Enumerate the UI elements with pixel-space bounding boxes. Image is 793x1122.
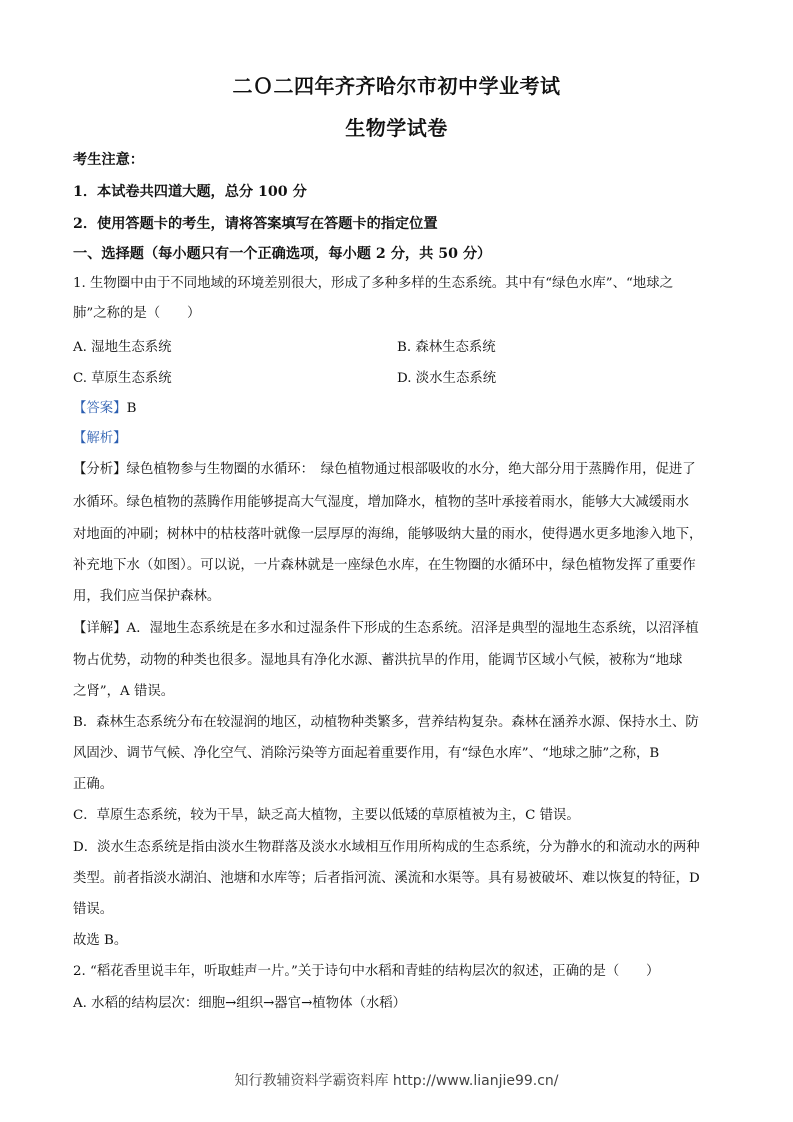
fenxi-line: 水循环。绿色植物的蒸腾作用能够提高大气湿度，增加降水，植物的茎叶承接着雨水，能够大大减缓雨水	[73, 495, 689, 510]
question-2-stem: 2. “稻花香里说丰年，听取蛙声一片。”关于诗句中水稻和青蛙的结构层次的叙述，正确的是（ ）	[73, 964, 660, 979]
answer-tag: 【答案】	[73, 401, 127, 416]
analysis-tag: 【解析】	[73, 431, 127, 446]
exam-title: 二Ｏ二四年齐齐哈尔市初中学业考试	[232, 74, 561, 98]
answer-value: B	[126, 401, 137, 416]
xiangjie-line: 物占优势，动物的种类也很多。湿地具有净化水源、蓄洪抗旱的作用，能调节区域小气候，被称为“地球	[73, 653, 683, 668]
question-1-stem: 1. 生物圈中由于不同地域的环境差别很大，形成了多种多样的生态系统。其中有“绿色水库”、“地球之	[73, 276, 673, 291]
b-detail-line: B．森林生态系统分布在较湿润的地区，动植物种类繁多，营养结构复杂。森林在涵养水源、保持水土、防	[73, 715, 699, 730]
d-detail-line: D．淡水生态系统是指由淡水生物群落及淡水水域相互作用所构成的生态系统，分为静水的和流动水的两种	[73, 840, 700, 855]
option-d: D. 淡水生态系统	[397, 371, 497, 386]
notice-item: 1．本试卷共四道大题，总分 100 分	[73, 184, 307, 200]
option-b: B. 森林生态系统	[397, 340, 496, 355]
d-detail-line: 错误。	[73, 902, 114, 917]
b-detail-line: 风固沙、调节气候、净化空气、消除污染等方面起着重要作用，有“绿色水库”、“地球之肺”之称，B	[73, 746, 660, 761]
fenxi-line: 对地面的冲刷；树林中的枯枝落叶就像一层厚厚的海绵，能够吸纳大量的雨水，使得遇水更多地渗入地下，	[73, 527, 703, 542]
exam-subtitle: 生物学试卷	[345, 116, 448, 140]
b-detail-line: 正确。	[73, 777, 114, 792]
answer-line	[73, 399, 723, 419]
notice-item: 2．使用答题卡的考生，请将答案填写在答题卡的指定位置	[73, 216, 438, 232]
question-1-stem: 肺”之称的是（ ）	[73, 306, 201, 321]
xiangjie-line: 之肾”，A 错误。	[73, 684, 175, 699]
fenxi-line: 补充地下水（如图）。可以说，一片森林就是一座绿色水库，在生物圈的水循环中，绿色植物发挥了重要作	[73, 558, 696, 573]
option-c: C. 草原生态系统	[73, 371, 172, 386]
d-detail-line: 类型。前者指淡水湖泊、池塘和水库等；后者指河流、溪流和水渠等。具有易被破坏、难以恢复的特征，D	[73, 871, 700, 886]
section-heading: 一、选择题（每小题只有一个正确选项，每小题 2 分，共 50 分）	[73, 246, 492, 262]
fenxi-line: 用，我们应当保护森林。	[73, 589, 221, 604]
xiangjie-line: 【详解】A．湿地生态系统是在多水和过湿条件下形成的生态系统。沼泽是典型的湿地生态系统，以沼泽植	[73, 621, 699, 636]
fenxi-line: 【分析】绿色植物参与生物圈的水循环： 绿色植物通过根部吸收的水分，绝大部分用于蒸腾作用，促进了	[73, 462, 696, 477]
conclusion: 故选 B。	[73, 933, 128, 948]
question-2-option-a: A. 水稻的结构层次：细胞→组织→器官→植物体（水稻）	[73, 996, 407, 1011]
footer-watermark: 知行教辅资料学霸资料库 http://www.lianjie99.cn/	[234, 1073, 559, 1089]
c-detail-line: C．草原生态系统，较为干旱，缺乏高大植物，主要以低矮的草原植被为主，C 错误。	[73, 808, 580, 823]
notice-heading: 考生注意：	[73, 152, 144, 168]
option-a: A. 湿地生态系统	[73, 340, 172, 355]
